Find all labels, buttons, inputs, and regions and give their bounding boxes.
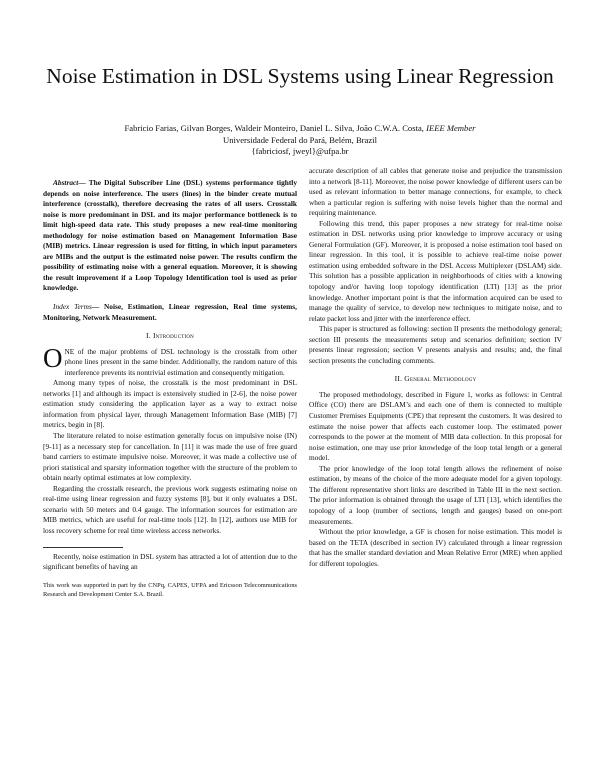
section-title: Introduction [152,331,194,341]
section-heading-introduction [43,331,297,342]
paragraph: The prior knowledge of the loop total length allows the refinement of noise estimation, by means of the choice of the more adequate model for a given topology. The different representative short links are described in Table III in the next section. The prior information is obtained through the usage of LTI [13], which identifies the topology of a loop (number of sections, length and gauges) based on one-port measurements. [309,463,562,526]
member-grade: IEEE Member [426,123,476,133]
left-column [43,178,297,599]
section-heading-methodology [309,374,562,385]
author-names: Fabricio Farias, Gilvan Borges, Waldeir Monteiro, Daniel L. Silva, João C.W.A. Costa, [124,123,427,133]
paragraph: Among many types of noise, the crosstalk is the most predominant in DSL networks [1] and although its impact is extensively studied in [2-6], the noise power estimation study considering the application layer as a way to extract noise information from physical layer, through Management Information Base (MIB) [7] metrics, begin in [8]. [43,378,297,430]
paragraph-text: of the major problems of DSL technology is the crosstalk from other phone lines present in the same binder. Additionally, the random nature of this interference prevents its nontrivial estimation and consequently mitigation. [64,346,297,377]
paragraph: accurate description of all cables that generate noise and prejudice the transmission into a network [8-11]. Moreover, the noise power knowledge of different users can be used as relevant information to better manage connections, for example, to check when a particular region is suffering with noise levels higher than the normal and requiring maintenance. [309,166,562,218]
lead-caps: NE [64,346,75,356]
footnote: This work was supported in part by the CNPq, CAPES, UFPA and Ericsson Telecommunications Research and Development Center S.A. Brazil. [43,581,297,598]
drop-cap: O [43,342,63,373]
paragraph: Recently, noise estimation in DSL system has attracted a lot of attention due to the significant benefits of having an [43,551,297,572]
paragraph: The literature related to noise estimation generally focus on impulsive noise (IN) [9-11] as a necessary step for cancellation. In [11] it was made the use of free guard band carriers to estimate impulsive noise. Moreover, it was made a collective use of priori statistical and sparsity information together with the structure of the problem to obtain nearly optimal estimates at low complexity. [43,431,297,483]
section-number: II. [394,374,405,384]
paper-title: Noise Estimation in DSL Systems using Linear Regression [46,64,554,88]
author-email: {fabriciosf, jweyl}@ufpa.br [251,146,349,156]
paragraph: Without the prior knowledge, a GF is chosen for noise estimation. This model is based on the TETA (described in section IV) calculated through a linear regression that has the smaller standard deviation and Mean Relative Error (MRE) when applied for different topologies. [309,527,562,568]
abstract-label: Abstract [53,178,79,187]
index-terms [43,302,297,323]
abstract-text: — The Digital Subscriber Line (DSL) systems performance tightly depends on noise interference. The users (lines) in the binder create mutual interference (crosstalk), therefore decreasing the rates of all users. Crosstalk noise is more predominant in DSL and its major performance bottleneck is to limit high-speed data rate. This study proposes a new real-time monitoring methodology for noise estimation based on Management Information Base (MIB) metrics. Linear regression is used for fitting, in which input parameters are MIBs and the output is the estimated noise power. The results confirm the possibility of estimating noise with a general equation. Moreover, it is showing the result improvement if a Loop Topology Identification tool is used as prior knowledge. [43,178,297,293]
index-terms-label: Index Terms [53,302,92,312]
author-line [40,123,560,135]
paragraph: Regarding the crosstalk research, the previous work suggests estimating noise on real-time using linear regression and fuzzy systems [8], but it only evaluates a DSL scenario with 50 meters and 0.4 gauge. The information sources for estimation are MIB metrics, which are useful for real-time tools [12]. In [12], authors use MIB for loss recovery scheme for real time wireless access networks. [43,483,297,535]
right-column [309,166,562,569]
author-block [40,123,560,158]
paragraph: Following this trend, this paper proposes a new strategy for real-time noise estimation in DSL networks using prior knowledge to improve accuracy or using General Formulation (GF). Moreover, it is proposed a noise estimation tool based on linear regression. In this tool, it is possible to achieve real-time noise power estimation using embedded software in the DSL Access Multiplexer (DSLAM) side. This solution has a possible application in neighborhoods of cities with a knowing topology and/or having loop topology identification (LTI) [13] as the prior knowledge. Another important point is that the information acquired can be used to manage the quality of service, to develop new techniques to mitigate noise, and to relate packet loss and jitter with the interference effect. [309,218,562,323]
footnote-rule [43,547,123,548]
index-terms-text: — Noise, Estimation, Linear regression, Real time systems, Monitoring, Network Measurement. [43,302,297,322]
section-number: I. [146,331,153,341]
abstract [43,178,297,294]
intro-paragraph [43,342,297,379]
affiliation: Universidade Federal do Pará, Belém, Brazil [223,134,377,145]
section-title: General Methodology [404,374,477,384]
paragraph: This paper is structured as following: section II presents the methodology general; section III presents the measurements setup and scenarios definition; section IV presents linear regression; section V presents analysis and results; and, the final section presents the concluding comments. [309,324,562,365]
paragraph: The proposed methodology, described in Figure 1, works as follows: in Central Office (CO) there are DSLAM’s and each one of them is connected to multiple Customer Premises Equipments (CPE) that represent the customers. It was desired to estimate the noise power that affects each customer loop. The estimated power corresponds to the power at the moment of MIB data collection. In this proposal for noise estimation, one may use prior knowledge of the loop total length or a general model. [309,389,562,463]
